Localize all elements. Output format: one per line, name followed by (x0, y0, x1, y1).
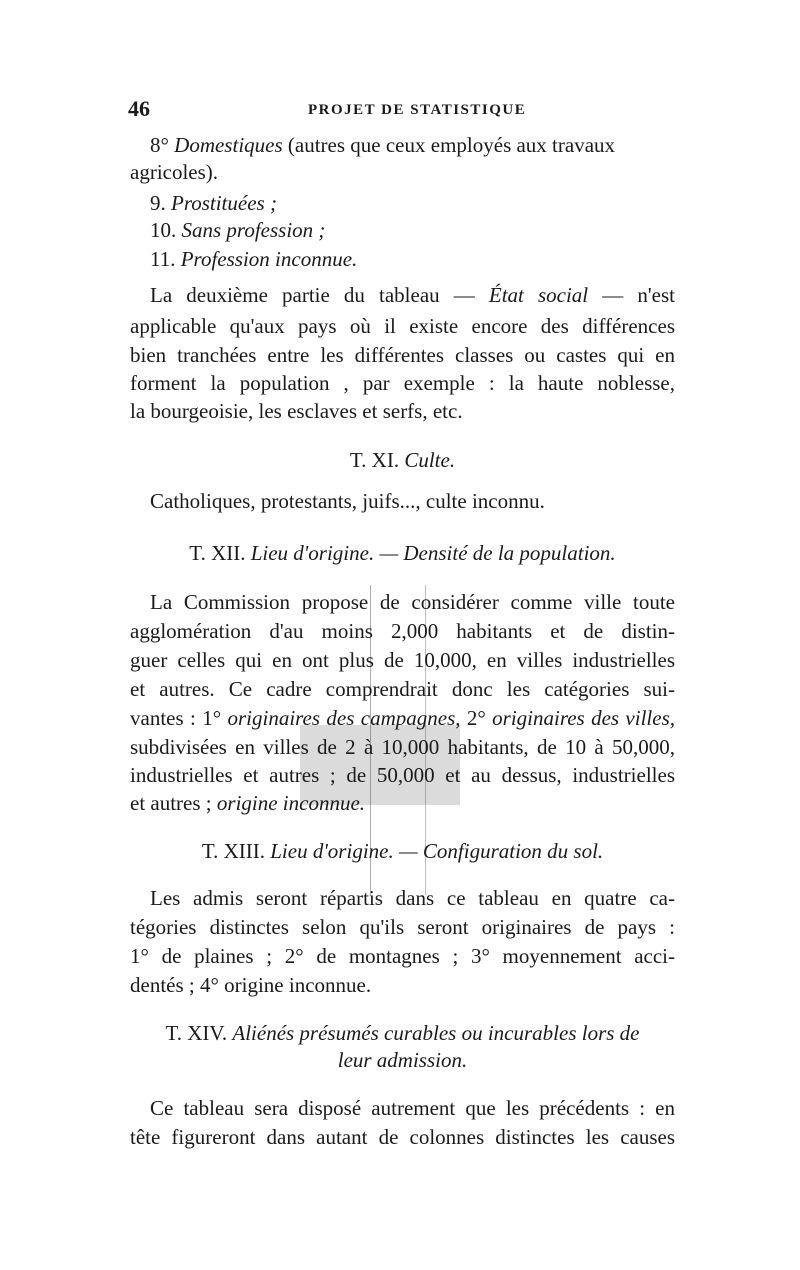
page-header (128, 96, 676, 126)
text-line: agricoles). (130, 160, 219, 184)
paragraph-line: vantes : 1° originaires des campagnes, 2° originaires des villes, (130, 706, 675, 730)
paragraph-line: Les admis seront répartis dans ce tableau en quatre ca- (150, 886, 675, 910)
paragraph-line: bien tranchées entre les différentes classes ou castes qui en (130, 343, 675, 367)
paragraph-line: dentés ; 4° origine inconnue. (130, 973, 372, 997)
paragraph-line: agglomération d'au moins 2,000 habitants et de distin- (130, 619, 675, 643)
paragraph-line: forment la population , par exemple : la haute noblesse, (130, 371, 675, 395)
text-line: 10. Sans profession ; (150, 218, 326, 242)
running-head: PROJET DE STATISTIQUE (308, 102, 527, 118)
paragraph-line: guer celles qui en ont plus de 10,000, en villes industrielles (130, 648, 675, 672)
paragraph-line: applicable qu'aux pays où il existe encore des différences (130, 314, 675, 338)
section-heading: T. XIII. Lieu d'origine. — Configuration du sol. (201, 839, 604, 863)
paragraph-line: tête figureront dans autant de colonnes distinctes les causes (130, 1125, 675, 1149)
page-number: 46 (128, 96, 150, 121)
paragraph-line: et autres ; origine inconnue. (130, 791, 366, 815)
paragraph-line: La Commission propose de considérer comme ville toute (150, 590, 675, 614)
paragraph-line: Ce tableau sera disposé autrement que les précédents : en (150, 1096, 675, 1120)
section-heading: T. XI. Culte. (349, 448, 456, 472)
paragraph-line: industrielles et autres ; de 50,000 et au dessus, industrielles (130, 763, 675, 787)
section-heading-continued: leur admission. (337, 1048, 468, 1072)
paragraph-line: la bourgeoisie, les esclaves et serfs, etc. (130, 399, 463, 423)
text-line: 8° Domestiques (autres que ceux employés aux travaux (150, 133, 616, 157)
text-line: 9. Prostituées ; (150, 191, 277, 215)
paragraph-line: 1° de plaines ; 2° de montagnes ; 3° moyennement acci- (130, 944, 675, 968)
paragraph-line: La deuxième partie du tableau — État social — n'est (150, 283, 675, 307)
paragraph-line: et autres. Ce cadre comprendrait donc les catégories sui- (130, 677, 675, 701)
paragraph-line: subdivisées en villes de 2 à 10,000 habitants, de 10 à 50,000, (130, 735, 675, 759)
paragraph-line: tégories distinctes selon qu'ils seront originaires de pays : (130, 915, 675, 939)
section-heading: T. XIV. Aliénés présumés curables ou incurables lors de (165, 1021, 640, 1045)
section-heading: T. XII. Lieu d'origine. — Densité de la population. (189, 541, 616, 565)
text-line: 11. Profession inconnue. (150, 247, 358, 271)
paragraph-line: Catholiques, protestants, juifs..., culte inconnu. (150, 489, 545, 513)
